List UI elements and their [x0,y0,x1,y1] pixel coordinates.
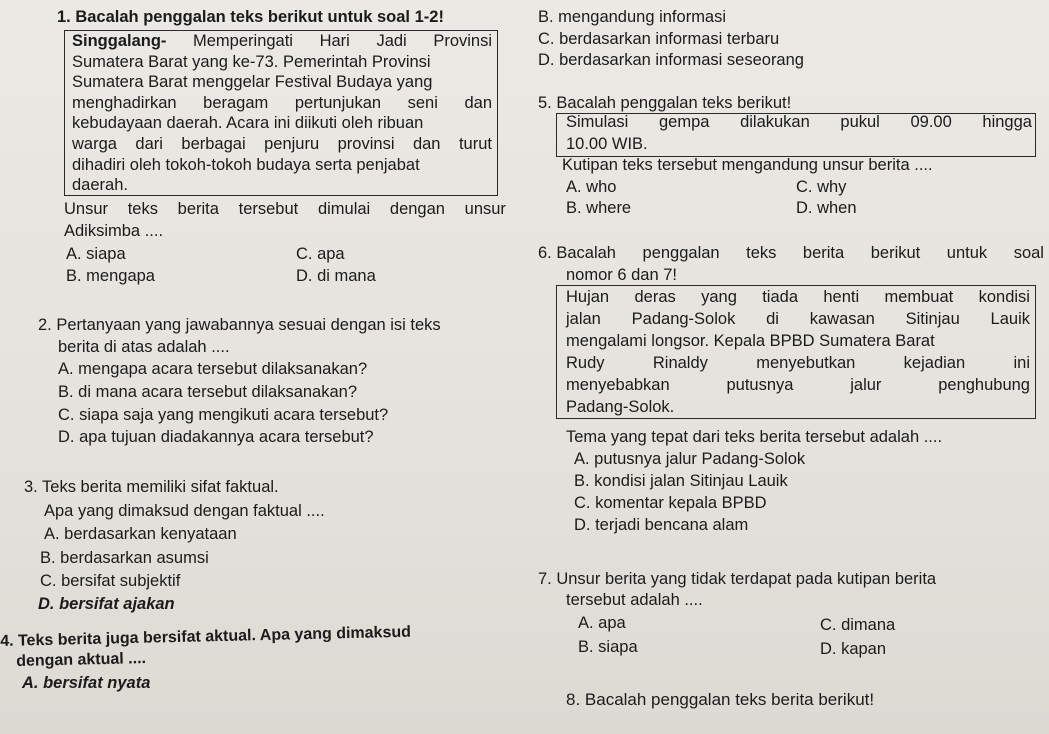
q1-passage-line [72,52,492,73]
q6-option-a[interactable]: A. putusnya jalur Padang-Solok [574,450,806,468]
q6-stem-word: soal [1013,244,1044,262]
q6-stem-word: penggalan [642,244,720,262]
q6-passage-word: menyebutkan [756,354,856,372]
q1-passage-line [72,134,492,155]
q1-stem-word: tersebut [238,200,299,218]
q5-passage-line1 [566,113,1032,132]
q6-passage-word: jalur [850,376,882,394]
q5-passage-word: Simulasi [566,113,629,131]
q7-stem-line2: tersebut adalah .... [566,591,703,609]
q5-option-b[interactable]: B. where [566,199,632,217]
q1-stem-word: unsur [464,200,506,218]
q6-passage-line [566,396,1030,418]
q1-option-b[interactable]: B. mengapa [66,267,155,285]
q7-option-d[interactable]: D. kapan [820,640,887,658]
q6-passage-line [566,286,1030,308]
q1-passage-word: menghadirkan [72,93,177,112]
q6-passage-line [566,352,1030,374]
q1-passage-word: dari [135,134,163,153]
q1-title: 1. Bacalah penggalan teks berikut untuk soal 1-2! [57,8,444,26]
q7-option-b[interactable]: B. siapa [578,638,638,656]
q1-passage-word: Singgalang- [72,32,167,50]
q1-passage-word: Sumatera Barat menggelar Festival Budaya yang [72,73,433,92]
q1-passage-word: Provinsi [433,32,492,50]
q6-passage-word: putusnya [726,376,794,394]
q1-passage-word: Sumatera Barat yang ke-73. Pemerintah Provinsi [72,52,431,71]
q2-option-d[interactable]: D. apa tujuan diadakannya acara tersebut? [58,428,374,446]
q5-title: 5. Bacalah penggalan teks berikut! [538,94,792,112]
q6-passage-word: Hujan [566,288,610,306]
q7-stem-line1: 7. Unsur berita yang tidak terdapat pada kutipan berita [538,570,937,588]
q3-option-b[interactable]: B. berdasarkan asumsi [40,549,209,567]
q4-stem-line1: 4. Teks berita juga bersifat aktual. Apa yang dimaksud [0,623,412,650]
q6-option-d[interactable]: D. terjadi bencana alam [574,516,749,534]
q4-option-d[interactable]: D. berdasarkan informasi seseorang [538,51,804,69]
q2-stem-line2: berita di atas adalah .... [58,338,230,356]
q6-stem-line2: nomor 6 dan 7! [566,266,677,284]
q1-stem-word: teks [127,200,158,218]
q1-passage-word: Jadi [376,32,407,50]
q1-stem-word: berita [177,200,219,218]
q4-stem-line2: dengan aktual .... [16,650,147,670]
q1-passage-word: beragam [203,93,269,112]
q2-stem-line1: 2. Pertanyaan yang jawabannya sesuai dengan isi teks [38,316,441,334]
q3-option-d[interactable]: D. bersifat ajakan [38,595,175,613]
q1-passage-word: provinsi [337,134,395,153]
q6-stem-line1 [538,244,1044,263]
q2-option-a[interactable]: A. mengapa acara tersebut dilaksanakan? [58,360,368,378]
q1-passage-word: pertunjukan [294,93,382,112]
q6-stem: Tema yang tepat dari teks berita tersebut adalah .... [566,428,943,446]
q6-passage-word: ini [1013,354,1030,372]
q6-passage-word: kondisi [978,288,1030,306]
q3-stem-line1: 3. Teks berita memiliki sifat faktual. [24,478,279,496]
q1-passage-word: daerah. [72,176,128,195]
q6-stem-word: 6. Bacalah [538,244,616,262]
q5-passage-word: hingga [982,113,1032,131]
q6-passage-word: Padang-Solok. [566,398,675,416]
q6-passage-word: tiada [762,288,798,306]
q6-passage-line [566,374,1030,396]
q1-passage-line [72,113,492,134]
q6-passage-word: Padang-Solok [631,310,736,328]
q1-stem-word: dimulai [317,200,371,218]
q1-passage-word: berbagai [181,134,246,153]
q6-passage-word: yang [701,288,737,306]
q1-passage [72,31,492,196]
q6-passage-word: Rinaldy [652,354,708,372]
q6-passage-word: Lauik [990,310,1030,328]
q1-stem-line2: Adiksimba .... [64,222,164,240]
q3-stem-line2: Apa yang dimaksud dengan faktual .... [44,502,325,520]
q1-option-a[interactable]: A. siapa [66,245,126,263]
q6-option-c[interactable]: C. komentar kepala BPBD [574,494,767,512]
q6-passage-word: Rudy [566,354,605,372]
q6-passage-word: jalan [566,310,601,328]
q6-passage-word: henti [823,288,860,306]
q5-stem: Kutipan teks tersebut mengandung unsur berita .... [562,156,933,174]
q1-passage-line [72,175,492,196]
q1-passage-word: kebudayaan daerah. Acara ini diikuti oleh ribuan [72,114,424,133]
q4-option-b[interactable]: B. mengandung informasi [538,8,727,26]
q5-passage-word: dilakukan [740,113,810,131]
q5-option-a[interactable]: A. who [566,178,617,196]
q6-passage-word: membuat [884,288,954,306]
q6-option-b[interactable]: B. kondisi jalan Sitinjau Lauik [574,472,788,490]
q6-passage-word: di [766,310,779,328]
q6-passage-word: deras [634,288,676,306]
q1-passage-word: Memperingati [193,32,293,50]
q4-option-a[interactable]: A. bersifat nyata [22,674,151,692]
q1-passage-word: warga [72,134,117,153]
q6-passage [566,286,1030,418]
q1-passage-word: penjuru [264,134,320,153]
q1-passage-word: Hari [319,32,350,50]
q1-stem-line1 [64,200,506,219]
q3-option-c[interactable]: C. bersifat subjektif [40,572,181,590]
q1-passage-word: dan [412,134,441,153]
q5-passage-line2: 10.00 WIB. [566,135,648,153]
q6-passage-word: penghubung [938,376,1030,394]
q1-passage-word: seni [407,93,438,112]
q6-passage-word: mengalami longsor. Kepala BPBD Sumatera Barat [566,332,935,350]
q7-option-c[interactable]: C. dimana [820,616,896,634]
q1-passage-line [72,72,492,93]
q1-passage-word: turut [458,134,492,153]
q5-passage-word: gempa [658,113,710,131]
q1-passage-line [72,155,492,176]
q8-title: 8. Bacalah penggalan teks berita berikut! [566,690,875,709]
q6-stem-word: berita [802,244,845,262]
q6-passage-line [566,308,1030,330]
q2-option-c[interactable]: C. siapa saja yang mengikuti acara tersebut? [58,406,389,424]
q6-stem-word: untuk [946,244,988,262]
q5-option-c[interactable]: C. why [796,178,847,196]
q1-passage-line [72,93,492,114]
q1-passage-word: dihadiri oleh tokoh-tokoh budaya serta penjabat [72,155,420,174]
q5-option-d[interactable]: D. when [796,199,857,217]
q5-passage-word: 09.00 [910,113,952,131]
q1-passage-word: dan [464,93,492,112]
q3-option-a[interactable]: A. berdasarkan kenyataan [44,525,237,543]
q1-stem-word: Unsur [64,200,109,218]
q1-option-d[interactable]: D. di mana [296,267,376,285]
q4-option-c[interactable]: C. berdasarkan informasi terbaru [538,30,780,48]
q1-passage-line [72,31,492,52]
q1-option-c[interactable]: C. apa [296,245,345,263]
q6-stem-word: teks [746,244,777,262]
q6-passage-word: Sitinjau [905,310,960,328]
q6-passage-word: kawasan [809,310,875,328]
q2-option-b[interactable]: B. di mana acara tersebut dilaksanakan? [58,383,358,401]
q1-stem-word: dengan [389,200,445,218]
q6-passage-word: menyebabkan [566,376,670,394]
q6-passage-word: kejadian [903,354,966,372]
q7-option-a[interactable]: A. apa [578,614,626,632]
q6-stem-word: berikut [870,244,921,262]
q6-passage-line [566,330,1030,352]
q5-passage-word: pukul [840,113,880,131]
